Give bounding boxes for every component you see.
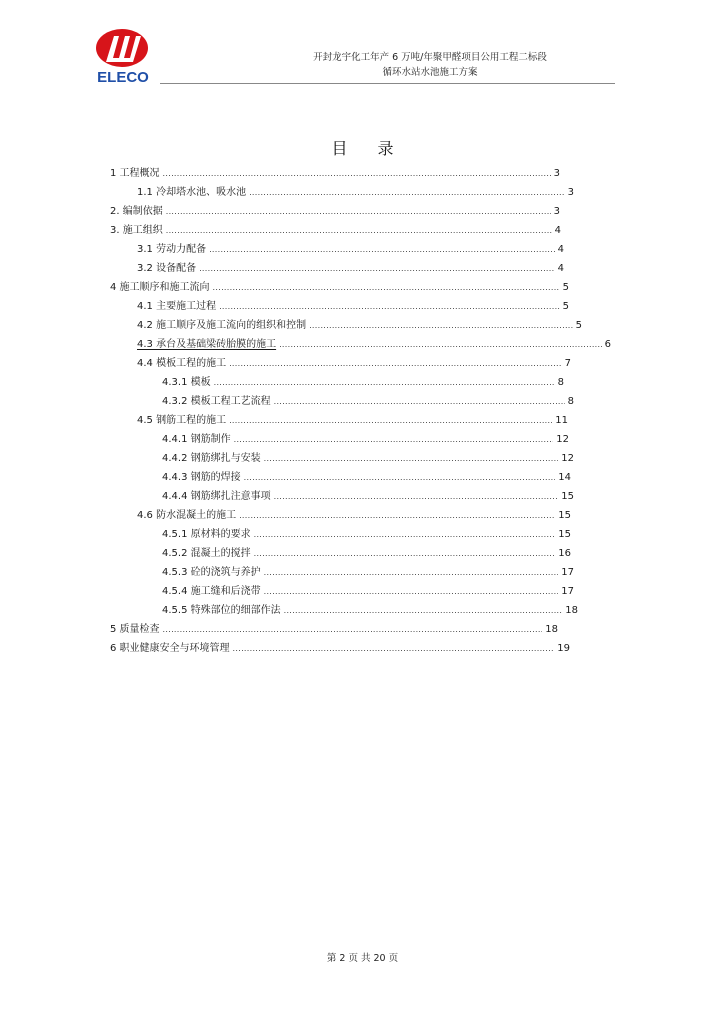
company-logo (88, 28, 158, 86)
toc-entry-page: 6 (604, 339, 611, 350)
header-divider (160, 83, 615, 84)
toc-leader-dots (279, 335, 602, 354)
toc-entry-title: 4.5.1 原材料的要求 (162, 529, 251, 540)
toc-leader-dots (234, 430, 554, 449)
toc-leader-dots (166, 221, 552, 240)
toc-entry-page: 16 (558, 548, 571, 559)
toc-entry-page: 3 (553, 206, 560, 217)
toc-entry[interactable] (137, 183, 574, 202)
toc-entry-page: 19 (557, 643, 570, 654)
toc-entry-title: 4.5.3 砼的浇筑与养护 (162, 567, 261, 578)
header-line-title: 循环水站水池施工方案 (382, 67, 478, 78)
toc-entry[interactable] (162, 430, 569, 449)
toc-leader-dots (249, 183, 565, 202)
toc-entry-title: 4.3.1 模板 (162, 377, 211, 388)
toc-entry-page: 8 (557, 377, 564, 388)
toc-entry[interactable] (162, 525, 571, 544)
toc-leader-dots (166, 202, 551, 221)
toc-leader-dots (309, 316, 573, 335)
toc-entry-title: 3.2 设备配备 (137, 263, 197, 274)
toc-leader-dots (219, 297, 560, 316)
toc-entry-title: 2. 编制依据 (110, 206, 163, 217)
toc-entry[interactable] (110, 164, 560, 183)
toc-entry[interactable] (162, 487, 574, 506)
toc-leader-dots (233, 639, 555, 658)
toc-entry-title: 1 工程概况 (110, 168, 160, 179)
toc-entry-page: 14 (558, 472, 571, 483)
toc-entry-page: 11 (555, 415, 568, 426)
toc-title: 目录 (331, 139, 424, 158)
toc-entry-page: 5 (575, 320, 582, 331)
toc-entry-page: 4 (557, 263, 564, 274)
toc-entry[interactable] (137, 316, 582, 335)
toc-entry[interactable] (110, 202, 560, 221)
toc-entry-title: 4.5 钢筋工程的施工 (137, 415, 227, 426)
toc-leader-dots (264, 563, 559, 582)
toc-leader-dots (274, 487, 559, 506)
toc-entry-page: 18 (565, 605, 578, 616)
toc-entry[interactable] (110, 278, 569, 297)
toc-entry-page: 3 (553, 168, 560, 179)
toc-leader-dots (213, 278, 560, 297)
toc-entry-title: 3. 施工组织 (110, 225, 163, 236)
toc-leader-dots (163, 164, 551, 183)
toc-entry-title: 4.5.5 特殊部位的细部作法 (162, 605, 281, 616)
toc-entry[interactable] (162, 468, 571, 487)
toc-entry[interactable] (137, 297, 569, 316)
toc-leader-dots (214, 373, 555, 392)
toc-entry[interactable] (110, 221, 561, 240)
toc-leader-dots (264, 582, 559, 601)
toc-entry[interactable] (162, 582, 574, 601)
page-footer: 第 2 页 共 20 页 (326, 953, 399, 964)
toc-entry[interactable] (110, 620, 558, 639)
toc-leader-dots (209, 240, 555, 259)
toc-entry[interactable] (137, 335, 611, 354)
toc-entry[interactable] (162, 373, 564, 392)
toc-entry[interactable] (162, 563, 574, 582)
toc-entry[interactable] (137, 411, 568, 430)
toc-entry-page: 5 (562, 282, 569, 293)
toc-entry-page: 17 (561, 586, 574, 597)
toc-leader-dots (254, 544, 556, 563)
header-line-project: 开封龙宇化工年产 6 万吨/年聚甲醛项目公用工程二标段 (313, 52, 547, 63)
toc-entry-page: 15 (558, 529, 571, 540)
toc-entry-title: 6 职业健康安全与环境管理 (110, 643, 230, 654)
toc-entry-page: 18 (545, 624, 558, 635)
toc-entry-page: 17 (561, 567, 574, 578)
toc-entry-title: 4.5.2 混凝土的搅拌 (162, 548, 251, 559)
toc-entry[interactable] (137, 259, 564, 278)
toc-leader-dots (229, 411, 552, 430)
toc-entry-page: 15 (558, 510, 571, 521)
toc-entry[interactable] (162, 449, 574, 468)
toc-entry-title: 4.3.2 模板工程工艺流程 (162, 396, 271, 407)
toc-entry-title: 4.3 承台及基础梁砖胎膜的施工 (137, 339, 277, 350)
toc-entry[interactable] (162, 392, 574, 411)
toc-entry-title: 4.4 模板工程的施工 (137, 358, 227, 369)
toc-entry[interactable] (137, 240, 564, 259)
toc-entry[interactable] (110, 639, 570, 658)
toc-entry-title: 4.5.4 施工缝和后浇带 (162, 586, 261, 597)
toc-entry[interactable] (162, 544, 571, 563)
toc-entry-page: 15 (561, 491, 574, 502)
toc-leader-dots (163, 620, 543, 639)
toc-entry-page: 12 (556, 434, 569, 445)
toc-entry-page: 4 (554, 225, 561, 236)
toc-entry-title: 5 质量检查 (110, 624, 160, 635)
toc-leader-dots (229, 354, 562, 373)
toc-entry-page: 3 (567, 187, 574, 198)
toc-entry-title: 3.1 劳动力配备 (137, 244, 207, 255)
toc-entry-page: 7 (564, 358, 571, 369)
document-header (200, 50, 660, 80)
toc-entry-title: 4.4.2 钢筋绑扎与安装 (162, 453, 261, 464)
toc-entry[interactable] (137, 506, 571, 525)
toc-entry-page: 8 (567, 396, 574, 407)
toc-entry-title: 4.4.1 钢筋制作 (162, 434, 231, 445)
toc-entry-page: 12 (561, 453, 574, 464)
toc-leader-dots (264, 449, 559, 468)
toc-leader-dots (274, 392, 565, 411)
toc-entry-title: 4.2 施工顺序及施工流向的组织和控制 (137, 320, 307, 331)
toc-leader-dots (254, 525, 556, 544)
logo-text: ELECO (97, 69, 149, 86)
toc-entry-title: 1.1 冷却塔水池、吸水池 (137, 187, 247, 198)
toc-entry-title: 4.6 防水混凝土的施工 (137, 510, 237, 521)
toc-entry-title: 4.4.4 钢筋绑扎注意事项 (162, 491, 271, 502)
toc-entry-title: 4 施工顺序和施工流向 (110, 282, 210, 293)
toc-leader-dots (284, 601, 563, 620)
toc-entry-title: 4.4.3 钢筋的焊接 (162, 472, 241, 483)
toc-entry-title: 4.1 主要施工过程 (137, 301, 217, 312)
toc-leader-dots (199, 259, 555, 278)
toc-entry-page: 5 (562, 301, 569, 312)
toc-entry-page: 4 (557, 244, 564, 255)
toc-entry[interactable] (162, 601, 578, 620)
toc-entry[interactable] (137, 354, 571, 373)
toc-leader-dots (244, 468, 556, 487)
toc-leader-dots (239, 506, 555, 525)
